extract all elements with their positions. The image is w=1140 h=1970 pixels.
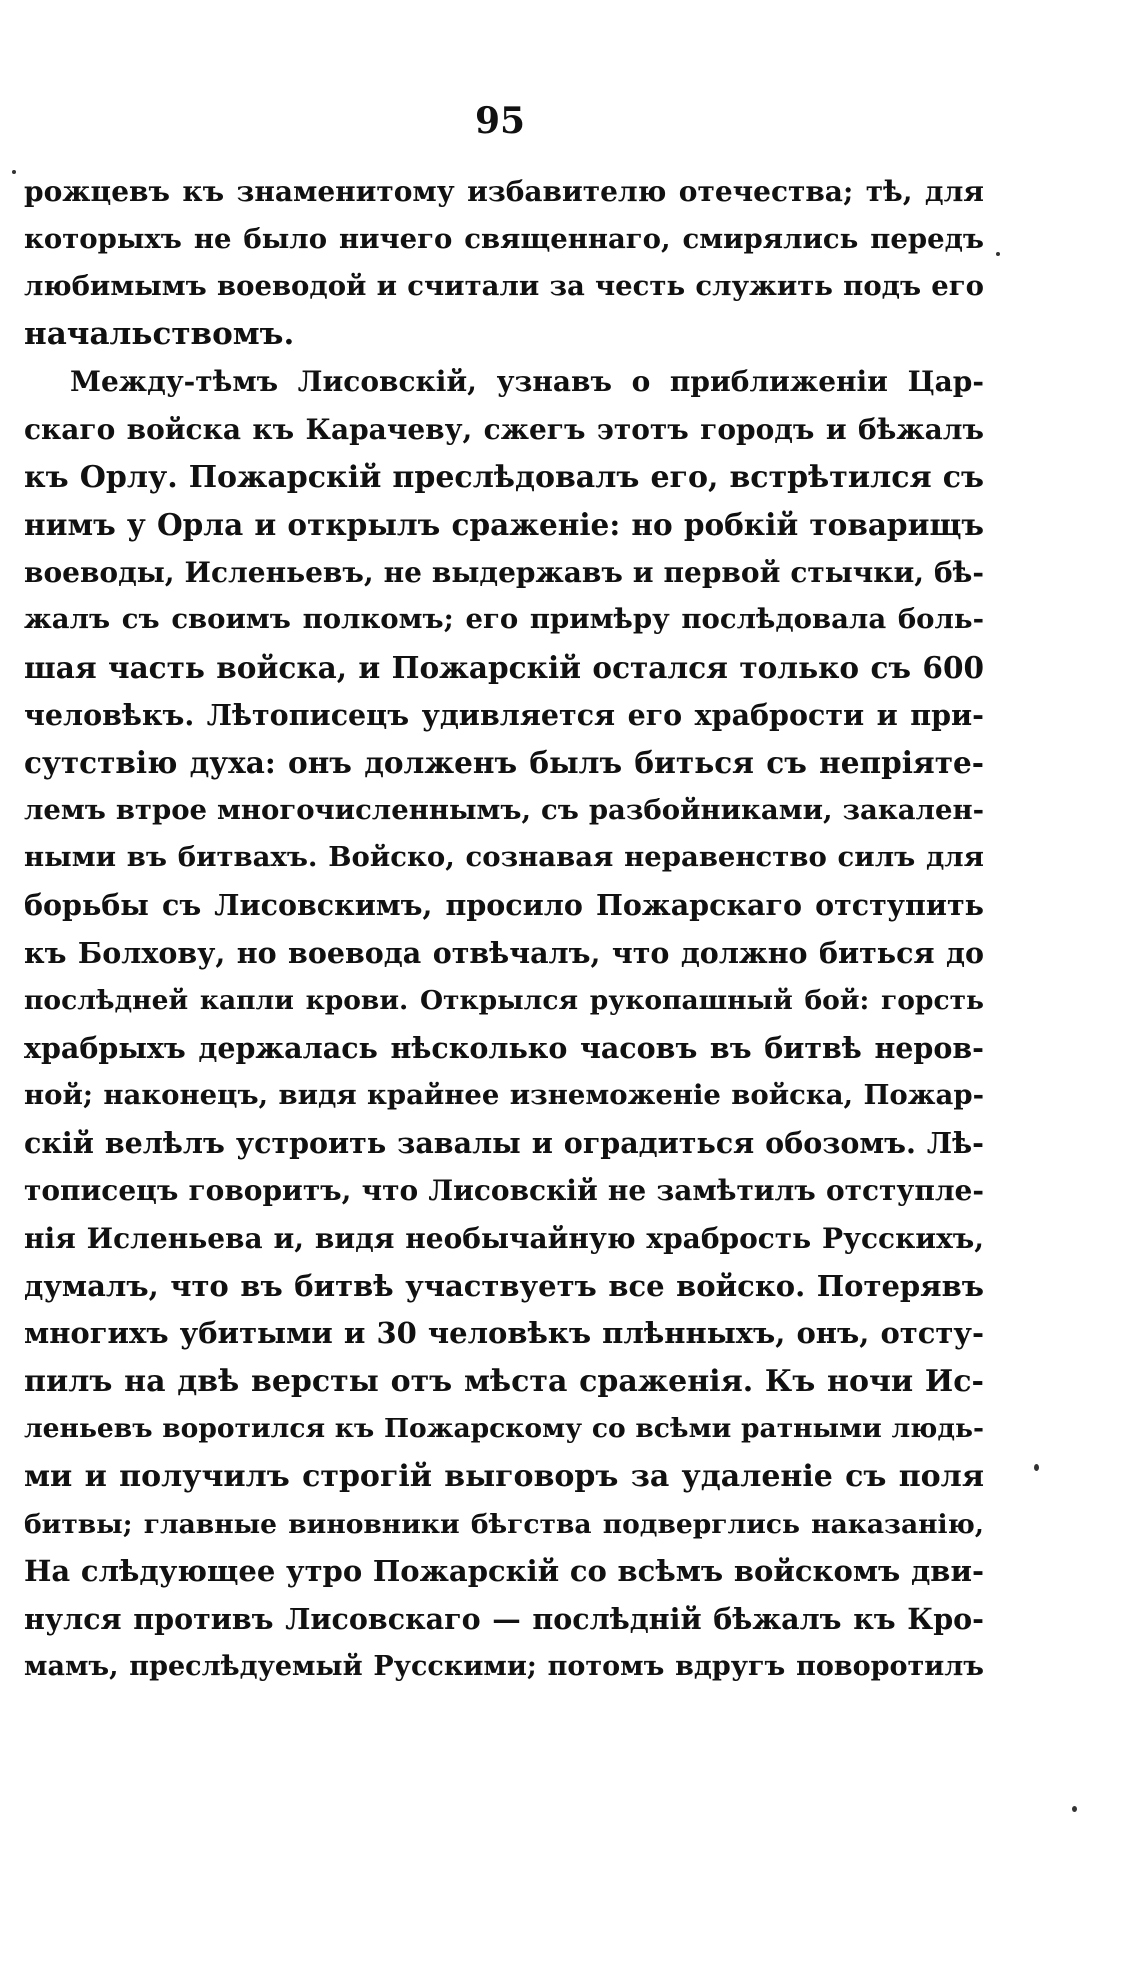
text-line: къ Орлу. Пожарскій преслѣдовалъ его, встрѣтился съ <box>24 459 984 495</box>
paragraph-start-line: Между-тѣмъ Лисовскій, узнавъ о приближеніи Цар- <box>70 365 984 399</box>
text-line: храбрыхъ держалась нѣсколько часовъ въ битвѣ неров- <box>24 1030 984 1065</box>
text-line: мамъ, преслѣдуемый Русскими; потомъ вдругъ поворотилъ <box>24 1651 984 1683</box>
text-line: думалъ, что въ битвѣ участвуетъ все войско. Потерявъ <box>24 1268 984 1303</box>
text-line: жалъ съ своимъ полкомъ; его примѣру послѣдовала боль- <box>24 603 984 636</box>
text-line: битвы; главные виновники бѣгства подверглись наказанію, <box>24 1508 984 1540</box>
text-line: пилъ на двѣ версты отъ мѣста сраженія. Къ ночи Ис- <box>24 1363 984 1399</box>
text-line: воеводы, Исленьевъ, не выдержавъ и первой стычки, бѣ- <box>24 555 984 589</box>
text-line: На слѣдующее утро Пожарскій со всѣмъ войскомъ дви- <box>24 1554 984 1589</box>
print-speck <box>1034 1464 1039 1471</box>
text-line: лемъ втрое многочисленнымъ, съ разбойниками, закален- <box>24 793 984 826</box>
text-line: ными въ битвахъ. Войско, сознавая неравенство силъ для <box>24 841 984 874</box>
text-line: многихъ убитыми и 30 человѣкъ плѣнныхъ, онъ, отсту- <box>24 1316 984 1351</box>
text-line: леньевъ воротился къ Пожарскому со всѣми ратными людь- <box>24 1413 984 1445</box>
text-line: рожцевъ къ знаменитому избавителю отечества; тѣ, для <box>24 175 984 208</box>
paragraph-end-line: начальствомъ. <box>24 315 295 352</box>
page-number: 95 <box>474 100 526 142</box>
text-line: любимымъ воеводой и считали за честь служить подъ его <box>24 270 984 303</box>
text-line: ми и получилъ строгій выговоръ за удаленіе съ поля <box>24 1459 984 1495</box>
text-line: сутствію духа: онъ долженъ былъ биться съ непріяте- <box>24 745 984 781</box>
text-line: которыхъ не было ничего священнаго, смирялись передъ <box>24 222 984 255</box>
print-speck <box>996 252 1000 256</box>
text-line: ной; наконецъ, видя крайнее изнеможеніе войска, Пожар- <box>24 1079 984 1112</box>
print-speck <box>12 170 16 174</box>
text-line: скій велѣлъ устроить завалы и оградиться обозомъ. Лѣ- <box>24 1125 984 1160</box>
text-line: шая часть войска, и Пожарскій остался только съ 600 <box>24 649 984 685</box>
body-text <box>24 168 984 1691</box>
text-line: послѣдней капли крови. Открылся рукопашный бой: горсть <box>24 985 984 1017</box>
text-line: человѣкъ. Лѣтописецъ удивляется его храбрости и при- <box>24 697 984 732</box>
text-line: нимъ у Орла и открылъ сраженіе: но робкій товарищъ <box>24 507 984 543</box>
text-line: тописецъ говоритъ, что Лисовскій не замѣтилъ отступле- <box>24 1174 984 1208</box>
print-speck <box>1072 1806 1077 1812</box>
text-line: нулся противъ Лисовскаго — послѣдній бѣжалъ къ Кро- <box>24 1601 984 1636</box>
text-line: борьбы съ Лисовскимъ, просило Пожарскаго отступить <box>24 887 984 922</box>
text-line: къ Болхову, но воевода отвѣчалъ, что должно биться до <box>24 935 984 970</box>
text-line: скаго войска къ Карачеву, сжегъ этотъ городъ и бѣжалъ <box>24 412 984 446</box>
text-line: нія Исленьева и, видя необычайную храбрость Русскихъ, <box>24 1222 984 1256</box>
